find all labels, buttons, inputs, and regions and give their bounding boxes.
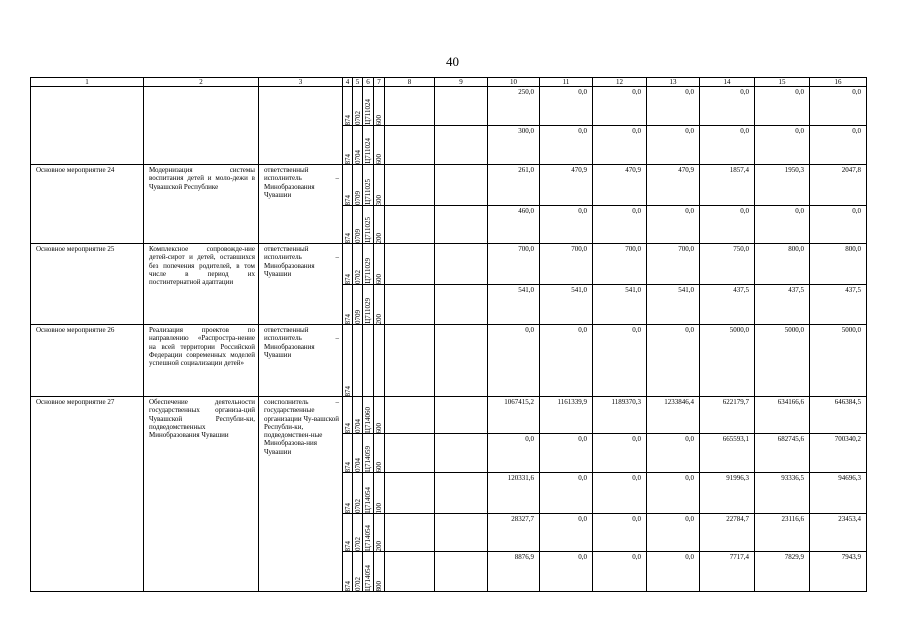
section-code: 0702 xyxy=(353,577,362,591)
value-cell: 682745,6 xyxy=(755,434,810,473)
value-cell: 8876,9 xyxy=(488,552,540,592)
empty-cell xyxy=(385,434,435,473)
event-name-cell: Основное мероприятие 27 xyxy=(31,397,144,592)
section-code: 0702 xyxy=(353,537,362,551)
expense-type-code: 600 xyxy=(375,461,383,472)
section-code: 0709 xyxy=(353,191,362,205)
value-cell: 460,0 xyxy=(488,206,540,244)
value-cell: 0,0 xyxy=(647,206,700,244)
event-description-cell: Модернизация системы воспитания детей и моло-дежи в Чувашской Республике xyxy=(144,165,259,244)
empty-cell xyxy=(385,514,435,552)
section-code: 0709 xyxy=(353,229,362,243)
value-cell: 0,0 xyxy=(488,325,540,397)
header-cell: 12 xyxy=(593,78,647,87)
event-name-cell: Основное мероприятие 24 xyxy=(31,165,144,244)
value-cell: 0,0 xyxy=(755,206,810,244)
target-article-code: Ц714054 xyxy=(364,564,372,591)
grbs-code: 874 xyxy=(343,502,352,513)
value-cell: 0,0 xyxy=(700,87,755,126)
value-cell: 0,0 xyxy=(647,552,700,592)
section-code: 0704 xyxy=(353,458,362,472)
value-cell: 0,0 xyxy=(647,325,700,397)
value-cell: 0,0 xyxy=(647,87,700,126)
value-cell: 0,0 xyxy=(540,514,593,552)
value-cell: 0,0 xyxy=(593,514,647,552)
empty-cell xyxy=(435,244,488,285)
value-cell: 0,0 xyxy=(647,473,700,514)
target-article-code xyxy=(363,325,374,397)
header-cell: 8 xyxy=(385,78,435,87)
empty-cell xyxy=(435,126,488,165)
value-cell: 0,0 xyxy=(593,552,647,592)
section-code: 0704 xyxy=(353,150,362,164)
target-article-code: Ц714060 xyxy=(364,406,372,433)
empty-cell xyxy=(435,165,488,206)
expense-type-code: 800 xyxy=(375,580,383,591)
value-cell: 0,0 xyxy=(540,473,593,514)
grbs-code: 874 xyxy=(343,232,352,243)
event-name-cell: Основное мероприятие 26 xyxy=(31,325,144,397)
section-code: 0702 xyxy=(353,499,362,513)
header-cell: 16 xyxy=(810,78,867,87)
section-code xyxy=(353,325,363,397)
empty-cell xyxy=(385,87,435,126)
target-article-code: Ц714054 xyxy=(364,486,372,513)
event-description-cell xyxy=(144,87,259,165)
event-description-cell: Комплексное сопровожде-ние детей-сирот и детей, оставшихся без попечения родителей, в том числе в период их постинтернатной адаптации xyxy=(144,244,259,325)
value-cell: 437,5 xyxy=(755,285,810,325)
value-cell: 0,0 xyxy=(700,126,755,165)
target-article-code: Ц714054 xyxy=(364,524,372,551)
target-article-code: Ц711029 xyxy=(364,258,372,284)
empty-cell xyxy=(385,206,435,244)
empty-cell xyxy=(385,325,435,397)
value-cell: 22784,7 xyxy=(700,514,755,552)
value-cell: 0,0 xyxy=(540,126,593,165)
header-cell: 4 xyxy=(343,78,353,87)
header-cell: 7 xyxy=(374,78,385,87)
value-cell: 0,0 xyxy=(593,434,647,473)
section-code: 0704 xyxy=(353,419,362,433)
event-name-cell: Основное мероприятие 25 xyxy=(31,244,144,325)
value-cell: 470,9 xyxy=(540,165,593,206)
event-name-cell xyxy=(31,87,144,165)
value-cell: 0,0 xyxy=(540,87,593,126)
value-cell: 0,0 xyxy=(540,206,593,244)
value-cell: 0,0 xyxy=(593,206,647,244)
value-cell: 622179,7 xyxy=(700,397,755,434)
table-row xyxy=(31,165,867,206)
header-cell: 2 xyxy=(144,78,259,87)
grbs-code: 874 xyxy=(343,153,352,164)
expense-type-code: 600 xyxy=(375,114,383,125)
header-cell: 6 xyxy=(363,78,374,87)
value-cell: 1189370,3 xyxy=(593,397,647,434)
grbs-code: 874 xyxy=(343,385,352,396)
column-number-header-row xyxy=(31,78,867,87)
value-cell: 23116,6 xyxy=(755,514,810,552)
executor-cell: ответственный исполнитель – Минобразования Чувашии xyxy=(259,325,343,397)
value-cell: 93336,5 xyxy=(755,473,810,514)
value-cell: 750,0 xyxy=(700,244,755,285)
value-cell: 665593,1 xyxy=(700,434,755,473)
value-cell: 23453,4 xyxy=(810,514,867,552)
expense-type-code: 200 xyxy=(375,232,383,243)
value-cell: 28327,7 xyxy=(488,514,540,552)
event-description-cell: Обеспечение деятельности государственных организа-ций Чувашской Республи-ки, подведомственных Минобразования Чувашии xyxy=(144,397,259,592)
executor-cell: ответственный исполнитель – Минобразования Чувашии xyxy=(259,165,343,244)
expense-type-code: 600 xyxy=(375,153,383,164)
executor-cell: ответственный исполнитель – Минобразования Чувашии xyxy=(259,244,343,325)
value-cell: 800,0 xyxy=(755,244,810,285)
value-cell: 5000,0 xyxy=(810,325,867,397)
expense-type-code: 100 xyxy=(375,502,383,513)
target-article-code: Ц711029 xyxy=(364,298,372,324)
value-cell: 700,0 xyxy=(593,244,647,285)
expense-type-code xyxy=(374,325,385,397)
header-cell: 1 xyxy=(31,78,144,87)
value-cell: 7829,9 xyxy=(755,552,810,592)
value-cell: 1161339,9 xyxy=(540,397,593,434)
value-cell: 0,0 xyxy=(810,87,867,126)
value-cell: 0,0 xyxy=(647,434,700,473)
empty-cell xyxy=(435,397,488,434)
value-cell: 91996,3 xyxy=(700,473,755,514)
empty-cell xyxy=(435,325,488,397)
value-cell: 800,0 xyxy=(810,244,867,285)
empty-cell xyxy=(435,87,488,126)
value-cell: 0,0 xyxy=(593,126,647,165)
value-cell: 700,0 xyxy=(540,244,593,285)
empty-cell xyxy=(435,552,488,592)
page-number: 40 xyxy=(446,54,459,69)
empty-cell xyxy=(385,473,435,514)
executor-cell xyxy=(259,87,343,165)
target-article-code: Ц711025 xyxy=(364,217,372,243)
value-cell: 700,0 xyxy=(647,244,700,285)
value-cell: 0,0 xyxy=(647,126,700,165)
value-cell: 541,0 xyxy=(488,285,540,325)
header-cell: 14 xyxy=(700,78,755,87)
value-cell: 0,0 xyxy=(810,206,867,244)
value-cell: 1857,4 xyxy=(700,165,755,206)
expense-type-code: 600 xyxy=(375,273,383,284)
section-code: 0702 xyxy=(353,270,362,284)
value-cell: 7943,9 xyxy=(810,552,867,592)
empty-cell xyxy=(435,473,488,514)
empty-cell xyxy=(385,285,435,325)
empty-cell xyxy=(385,397,435,434)
value-cell: 634166,6 xyxy=(755,397,810,434)
value-cell: 5000,0 xyxy=(700,325,755,397)
value-cell: 541,0 xyxy=(647,285,700,325)
header-cell: 5 xyxy=(353,78,363,87)
value-cell: 1950,3 xyxy=(755,165,810,206)
value-cell: 0,0 xyxy=(755,87,810,126)
value-cell: 1067415,2 xyxy=(488,397,540,434)
target-article-code: Ц711024 xyxy=(364,99,372,125)
value-cell: 437,5 xyxy=(810,285,867,325)
value-cell: 7717,4 xyxy=(700,552,755,592)
value-cell: 5000,0 xyxy=(755,325,810,397)
table-row xyxy=(31,244,867,285)
value-cell: 541,0 xyxy=(593,285,647,325)
header-cell: 9 xyxy=(435,78,488,87)
value-cell: 646384,5 xyxy=(810,397,867,434)
empty-cell xyxy=(435,434,488,473)
value-cell: 0,0 xyxy=(540,325,593,397)
value-cell: 261,0 xyxy=(488,165,540,206)
empty-cell xyxy=(435,285,488,325)
header-cell: 3 xyxy=(259,78,343,87)
target-article-code: Ц711025 xyxy=(364,179,372,205)
header-cell: 13 xyxy=(647,78,700,87)
value-cell: 94696,3 xyxy=(810,473,867,514)
header-cell: 11 xyxy=(540,78,593,87)
value-cell: 470,9 xyxy=(593,165,647,206)
value-cell: 541,0 xyxy=(540,285,593,325)
event-description-cell: Реализация проектов по направлению «Распростра-нение на всей территории Российской Федерации современных моделей успешной социализации детей» xyxy=(144,325,259,397)
value-cell: 0,0 xyxy=(593,325,647,397)
value-cell: 0,0 xyxy=(593,87,647,126)
grbs-code: 874 xyxy=(343,194,352,205)
grbs-code: 874 xyxy=(343,422,352,433)
value-cell: 700340,2 xyxy=(810,434,867,473)
expense-type-code: 600 xyxy=(375,422,383,433)
value-cell: 300,0 xyxy=(488,126,540,165)
value-cell: 0,0 xyxy=(540,434,593,473)
section-code: 0702 xyxy=(353,111,362,125)
value-cell: 0,0 xyxy=(810,126,867,165)
value-cell: 0,0 xyxy=(700,206,755,244)
grbs-code: 874 xyxy=(343,313,352,324)
empty-cell xyxy=(385,165,435,206)
empty-cell xyxy=(435,206,488,244)
empty-cell xyxy=(385,244,435,285)
value-cell: 700,0 xyxy=(488,244,540,285)
target-article-code: Ц711024 xyxy=(364,138,372,164)
empty-cell xyxy=(385,126,435,165)
value-cell: 470,9 xyxy=(647,165,700,206)
table-row xyxy=(31,325,867,397)
value-cell: 2047,8 xyxy=(810,165,867,206)
expense-type-code: 300 xyxy=(375,194,383,205)
table-row xyxy=(31,87,867,126)
empty-cell xyxy=(385,552,435,592)
value-cell: 0,0 xyxy=(488,434,540,473)
target-article-code: Ц714059 xyxy=(364,445,372,472)
value-cell: 0,0 xyxy=(540,552,593,592)
grbs-code: 874 xyxy=(343,114,352,125)
grbs-code: 874 xyxy=(343,580,352,591)
empty-cell xyxy=(435,514,488,552)
header-cell: 15 xyxy=(755,78,810,87)
header-cell: 10 xyxy=(488,78,540,87)
grbs-code: 874 xyxy=(343,540,352,551)
budget-table xyxy=(30,77,867,592)
expense-type-code: 200 xyxy=(375,313,383,324)
executor-cell: соисполнитель – государственные организации Чу-вашской Республи-ки, подведомствен-ные Минобразова-ния Чувашии xyxy=(259,397,343,592)
value-cell: 437,5 xyxy=(700,285,755,325)
expense-type-code: 200 xyxy=(375,540,383,551)
value-cell: 120331,6 xyxy=(488,473,540,514)
value-cell: 1233846,4 xyxy=(647,397,700,434)
value-cell: 0,0 xyxy=(647,514,700,552)
grbs-code: 874 xyxy=(343,273,352,284)
section-code: 0709 xyxy=(353,310,362,324)
table-row xyxy=(31,397,867,434)
value-cell: 250,0 xyxy=(488,87,540,126)
value-cell: 0,0 xyxy=(755,126,810,165)
value-cell: 0,0 xyxy=(593,473,647,514)
grbs-code: 874 xyxy=(343,461,352,472)
